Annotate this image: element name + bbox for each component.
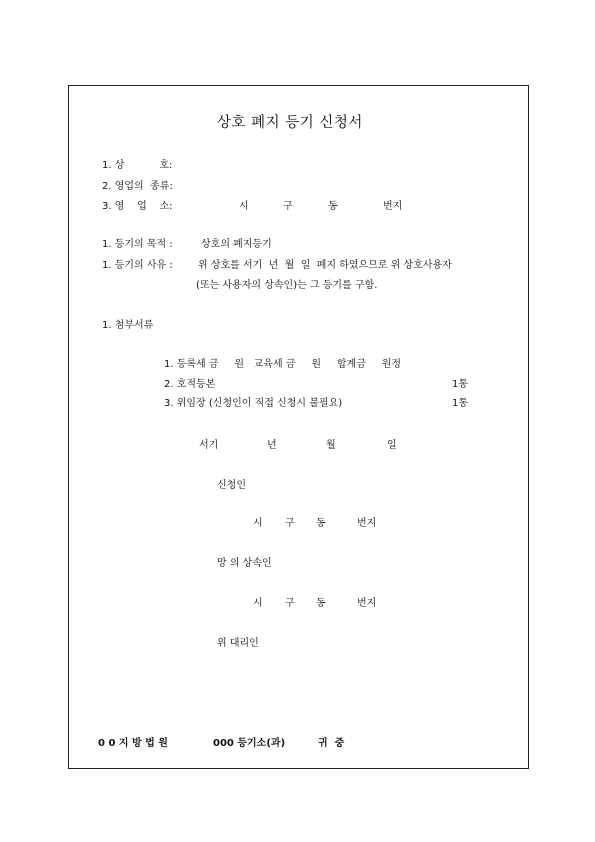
attachment-family-register-count: 1통	[452, 379, 469, 390]
applicant-si: 시	[253, 518, 263, 529]
business-place-gu: 구	[283, 201, 293, 212]
registry-office-name: 000 등기소(과)	[213, 738, 286, 749]
registration-reason-label: 1. 등기의 사유 :	[102, 260, 173, 271]
trade-name-label: 1. 상 호:	[102, 160, 173, 171]
attachment-power-of-attorney: 3. 위임장 (신청인이 직접 신청시 불필요)	[164, 398, 343, 409]
business-place-si: 시	[239, 201, 249, 212]
heir-si: 시	[253, 598, 263, 609]
business-place-label: 3. 영 업 소:	[102, 201, 173, 212]
district-court-name: 0 0 지 방 법 원	[98, 738, 168, 749]
registration-purpose-label: 1. 등기의 목적 :	[102, 239, 173, 250]
attachment-power-of-attorney-count: 1통	[452, 398, 469, 409]
heir-beonji: 번지	[357, 598, 377, 609]
applicant-beonji: 번지	[357, 518, 377, 529]
business-place-dong: 동	[328, 201, 338, 212]
agent-label: 위 대리인	[217, 638, 259, 649]
registration-reason-line1: 위 상호를 서기 년 월 일 폐지 하였으므로 위 상호사용자	[198, 260, 452, 271]
attachment-family-register: 2. 호적등본	[164, 379, 216, 390]
date-era: 서기	[199, 440, 219, 451]
attachment-fees-row: 1. 등록세 금 원 교육세 금 원 합계금 원정	[164, 359, 402, 370]
heir-dong: 동	[316, 598, 326, 609]
applicant-label: 신청인	[217, 480, 246, 491]
applicant-dong: 동	[316, 518, 326, 529]
registration-reason-line2: (또는 사용자의 상속인)는 그 등기를 구함.	[196, 280, 378, 291]
business-type-label: 2. 영업의 종류:	[102, 181, 173, 192]
registration-purpose-value: 상호의 폐지등기	[201, 239, 272, 250]
date-month: 월	[326, 440, 336, 451]
attachments-heading: 1. 첨부서류	[102, 320, 154, 331]
date-year: 년	[267, 440, 277, 451]
business-place-beonji: 번지	[383, 201, 403, 212]
heir-gu: 구	[285, 598, 295, 609]
addressee: 귀 중	[318, 738, 345, 749]
document-title: 상호 폐지 등기 신청서	[217, 115, 363, 131]
date-day: 일	[387, 440, 397, 451]
heir-label: 망 의 상속인	[217, 558, 272, 569]
applicant-gu: 구	[285, 518, 295, 529]
